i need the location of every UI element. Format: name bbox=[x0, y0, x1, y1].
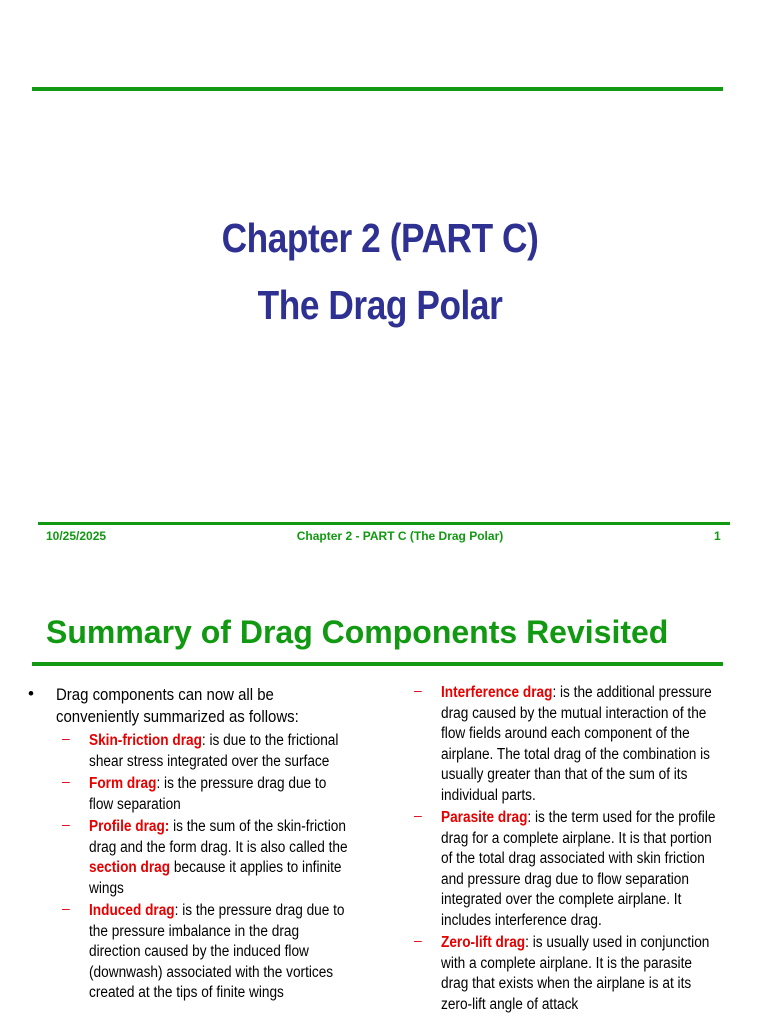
drag-description: : is the additional pressure drag caused by the mutual interaction of the flow fields around each component of the airplane. The total drag of the combination is usually greater than that of the sum of its individual parts. bbox=[441, 684, 712, 804]
right-sublist bbox=[414, 683, 744, 1015]
main-bullet bbox=[28, 684, 428, 728]
bullet-text-line1: Drag components can now all be bbox=[56, 685, 274, 704]
dash-icon: – bbox=[414, 932, 422, 948]
slide1-footer-divider bbox=[38, 522, 730, 525]
drag-term: Parasite drag bbox=[441, 809, 528, 826]
list-item bbox=[62, 731, 372, 772]
dash-icon: – bbox=[62, 730, 70, 746]
drag-term: section drag bbox=[89, 859, 171, 876]
drag-description: is the sum of the skin-friction drag and the form drag. It is also called the bbox=[89, 818, 348, 856]
list-item bbox=[414, 808, 744, 931]
dash-icon: – bbox=[62, 900, 70, 916]
slide-title-line2: The Drag Polar bbox=[257, 282, 503, 328]
drag-description: : is due to the frictional shear stress integrated over the surface bbox=[89, 732, 339, 770]
drag-term: Form drag bbox=[89, 775, 157, 792]
drag-description: : is the term used for the profile drag for a complete airplane. It is that portion of the total drag associated with skin friction and pressure drag due to flow separation integrated over the complete airplane. It includes interference drag. bbox=[441, 809, 716, 929]
drag-description: : is usually used in conjunction with a complete airplane. It is the parasite drag that exists when the airplane is at its zero-lift angle of attack bbox=[441, 934, 710, 1013]
slide2-title-divider bbox=[32, 662, 723, 666]
list-item bbox=[62, 817, 372, 899]
slide-title-line1: Chapter 2 (PART C) bbox=[221, 215, 539, 261]
left-sublist bbox=[62, 731, 372, 1004]
bullet-text-line2: conveniently summarized as follows: bbox=[56, 707, 299, 726]
drag-term: Interference drag bbox=[441, 684, 553, 701]
list-item bbox=[62, 774, 372, 815]
list-item bbox=[62, 901, 372, 1004]
slide1-top-divider bbox=[32, 87, 723, 91]
bullet-dot-icon: • bbox=[28, 684, 34, 703]
drag-term: Profile drag: bbox=[89, 818, 170, 835]
dash-icon: – bbox=[414, 807, 422, 823]
left-column bbox=[28, 684, 428, 1004]
dash-icon: – bbox=[62, 773, 70, 789]
drag-term: Induced drag bbox=[89, 902, 175, 919]
drag-term: Zero-lift drag bbox=[441, 934, 526, 951]
drag-description: : is the pressure drag due to the pressure imbalance in the drag direction caused by the induced flow (downwash) associated with the vortices created at the tips of finite wings bbox=[89, 902, 345, 1001]
drag-term: Skin-friction drag bbox=[89, 732, 202, 749]
footer-date: 10/25/2025 bbox=[46, 529, 107, 543]
drag-description: : is the pressure drag due to flow separation bbox=[89, 775, 327, 813]
dash-icon: – bbox=[414, 682, 422, 698]
slide2-heading: Summary of Drag Components Revisited bbox=[46, 614, 669, 650]
footer-page-number: 1 bbox=[714, 529, 721, 543]
dash-icon: – bbox=[62, 816, 70, 832]
right-column bbox=[414, 683, 768, 1015]
drag-description: because it applies to infinite wings bbox=[89, 859, 342, 897]
list-item bbox=[414, 683, 744, 806]
list-item bbox=[414, 933, 744, 1015]
footer-title: Chapter 2 - PART C (The Drag Polar) bbox=[296, 529, 504, 543]
